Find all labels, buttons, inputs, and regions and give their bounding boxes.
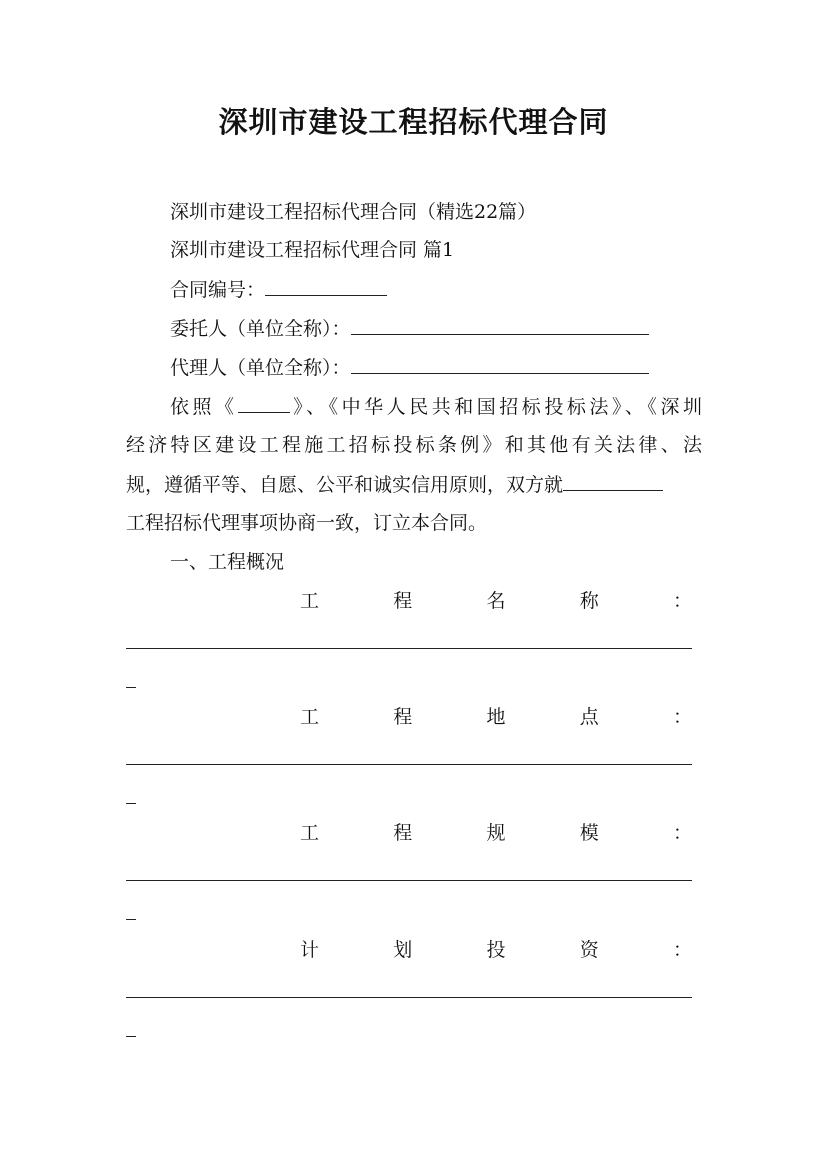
paragraph-line-2: 经济特区建设工程施工招标投标条例》和其他有关法律、法 [126, 434, 702, 456]
para-text-3: 规，遵循平等、自愿、公平和诚实信用原则，双方就 [126, 474, 564, 496]
planned-investment-blank-stub [126, 1036, 136, 1037]
project-name-blank-line [126, 648, 692, 649]
client-line [170, 316, 649, 341]
paragraph-line-3 [126, 472, 663, 497]
field-label-planned-investment: 计 划 投 资 ： [300, 939, 692, 961]
field-label-project-location: 工 程 地 点 ： [300, 706, 692, 728]
project-location-blank-line [126, 764, 692, 765]
para-text-1b: 》、《中华人民共和国招标投标法》、《深圳 [289, 396, 702, 418]
contract-number-line [170, 277, 387, 302]
agent-line [170, 355, 649, 380]
planned-investment-blank-line [126, 997, 692, 998]
project-name-blank [563, 472, 663, 491]
page-title: 深圳市建设工程招标代理合同 [218, 105, 609, 139]
section-heading-1: 一、工程概况 [170, 551, 285, 573]
agent-name-blank [351, 355, 649, 374]
client-label: 委托人（单位全称）： [170, 318, 351, 340]
contract-number-label: 合同编号： [170, 279, 266, 301]
paragraph-line-4: 工程招标代理事项协商一致，订立本合同。 [126, 512, 488, 534]
agent-label: 代理人（单位全称）： [170, 357, 351, 379]
paragraph-line-1 [170, 394, 702, 419]
client-name-blank [351, 316, 649, 335]
para-text-1a: 依照《 [170, 396, 238, 418]
project-location-blank-stub [126, 803, 136, 804]
field-label-project-name: 工 程 名 称 ： [300, 590, 692, 612]
law-name-blank [238, 394, 290, 413]
subtitle: 深圳市建设工程招标代理合同（精选22篇） [170, 201, 537, 223]
project-name-blank-stub [126, 687, 136, 688]
chapter-heading: 深圳市建设工程招标代理合同 篇1 [170, 239, 455, 261]
project-scale-blank-stub [126, 919, 136, 920]
field-label-project-scale: 工 程 规 模 ： [300, 822, 692, 844]
project-scale-blank-line [126, 880, 692, 881]
contract-number-blank [265, 277, 387, 296]
